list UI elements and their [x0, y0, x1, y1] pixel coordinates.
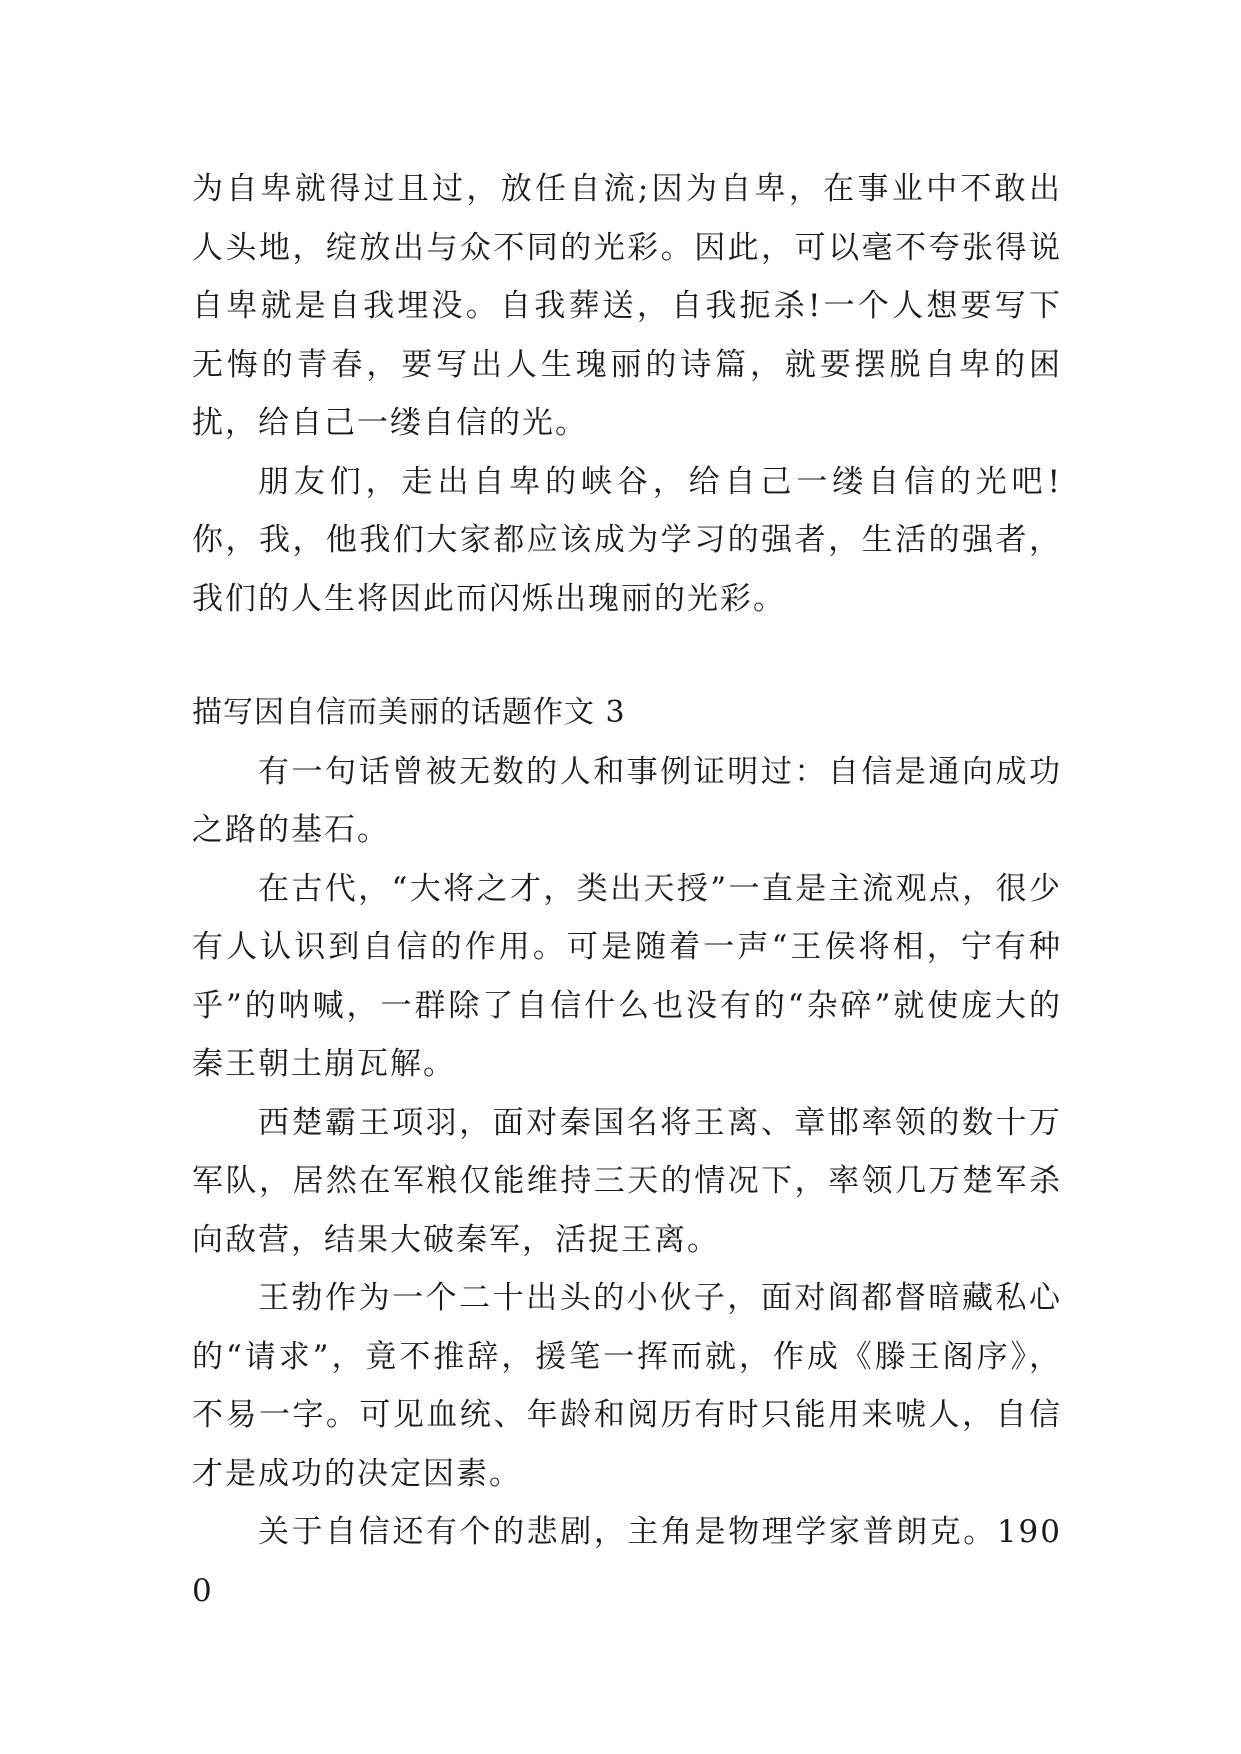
- section-gap: [192, 628, 1062, 684]
- paragraph: 朋友们，走出自卑的峡谷，给自己一缕自信的光吧!你，我，他我们大家都应该成为学习的强者，生活的强者，我们的人生将因此而闪烁出瑰丽的光彩。: [192, 463, 1062, 617]
- paragraph: 为自卑就得过且过，放任自流;因为自卑，在事业中不敢出人头地，绽放出与众不同的光彩。因此，可以毫不夸张得说自卑就是自我埋没。自我葬送，自我扼杀!一个人想要写下无悔的青春，要写出人生瑰丽的诗篇，就要摆脱自卑的困扰，给自己一缕自信的光。: [192, 171, 1062, 441]
- document-body: [192, 160, 1062, 1620]
- paragraph: 有一句话曾被无数的人和事例证明过：自信是通向成功之路的基石。: [192, 753, 1062, 848]
- paragraph: 王勃作为一个二十出头的小伙子，面对阎都督暗藏私心的“请求”，竟不推辞，援笔一挥而就，作成《滕王阁序》，不易一字。可见血统、年龄和阅历有时只能用来唬人，自信才是成功的决定因素。: [192, 1280, 1062, 1492]
- paragraph: 在古代，“大将之才，类出天授”一直是主流观点，很少有人认识到自信的作用。可是随着一声“王侯将相，宁有种乎”的呐喊，一群除了自信什么也没有的“杂碎”就使庞大的秦王朝土崩瓦解。: [192, 870, 1062, 1082]
- section-heading: 描写因自信而美丽的话题作文 3: [192, 695, 626, 730]
- paragraph: 关于自信还有个的悲剧，主角是物理学家普朗克。1900: [192, 1514, 1062, 1609]
- paragraph: 西楚霸王项羽，面对秦国名将王离、章邯率领的数十万军队，居然在军粮仅能维持三天的情况下，率领几万楚军杀向敌营，结果大破秦军，活捉王离。: [192, 1104, 1062, 1258]
